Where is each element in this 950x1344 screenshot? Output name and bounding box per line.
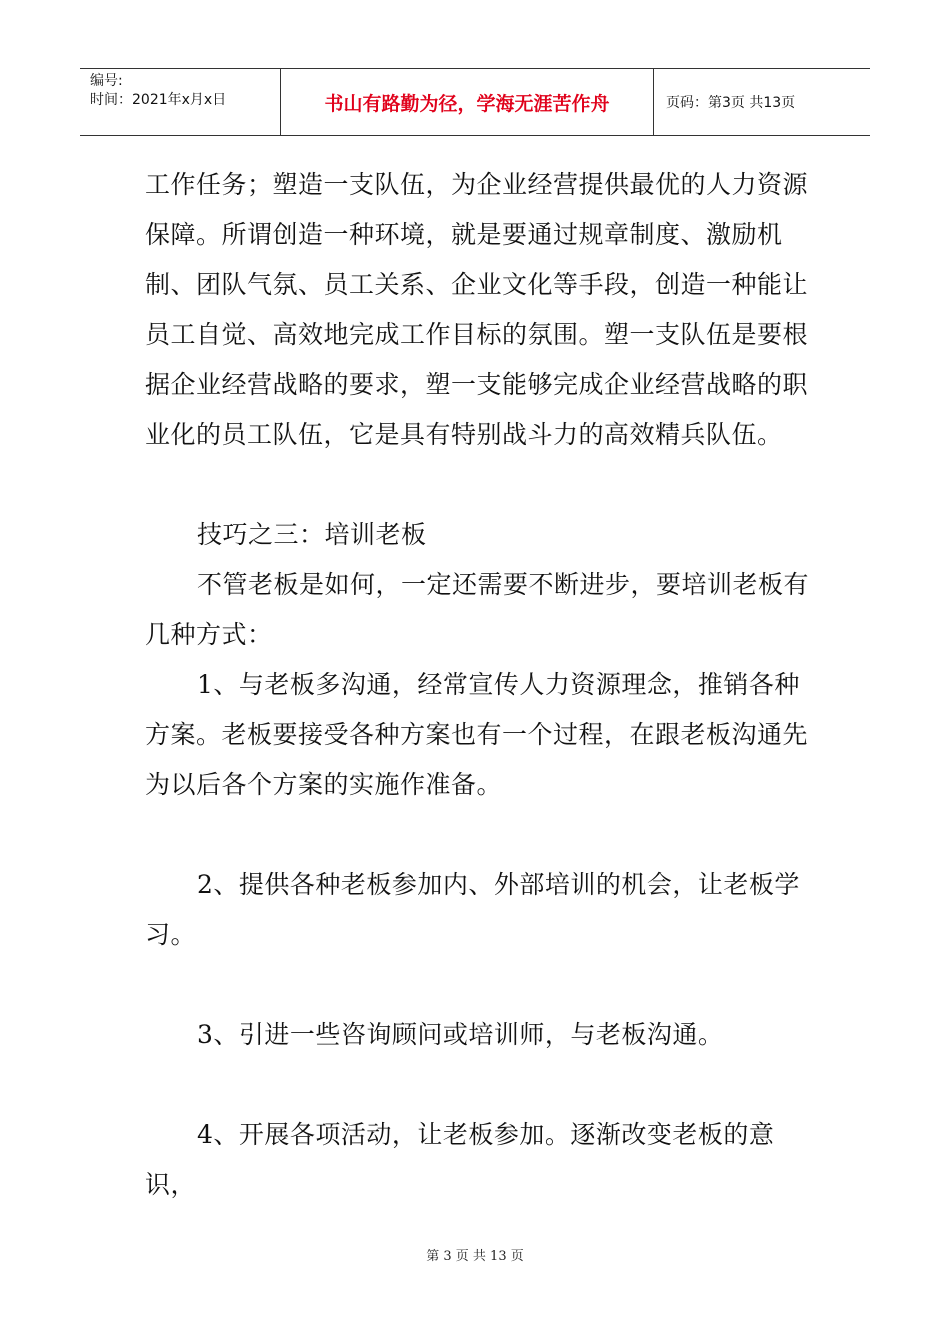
header-meta bbox=[80, 69, 281, 135]
body-paragraph-2: 不管老板是如何，一定还需要不断进步，要培训老板有几种方式： bbox=[145, 570, 810, 649]
list-item-4: 4、开展各项活动，让老板参加。逐渐改变老板的意识， bbox=[145, 1120, 775, 1199]
document-number-label: 编号: bbox=[90, 73, 123, 89]
header-page-info: 页码：第3页 共13页 bbox=[666, 95, 796, 111]
list-item-3: 3、引进一些咨询顾问或培训师，与老板沟通。 bbox=[197, 1020, 724, 1049]
document-time-label: 时间：2021年x月x日 bbox=[90, 92, 227, 108]
page-footer: 第 3 页 共 13 页 bbox=[426, 1249, 524, 1264]
section-heading-tip-3: 技巧之三：培训老板 bbox=[197, 520, 427, 549]
document-body bbox=[145, 160, 811, 1210]
list-item-1: 1、与老板多沟通，经常宣传人力资源理念，推销各种方案。老板要接受各种方案也有一个过程，在跟老板沟通先为以后各个方案的实施作准备。 bbox=[145, 670, 809, 799]
body-paragraph-1: 工作任务；塑造一支队伍，为企业经营提供最优的人力资源保障。所谓创造一种环境，就是要通过规章制度、激励机制、团队气氛、员工关系、企业文化等手段，创造一种能让员工自觉、高效地完成工作目标的氛围。塑一支队伍是要根据企业经营战略的要求，塑一支能够完成企业经营战略的职业化的员工队伍，它是具有特别战斗力的高效精兵队伍。 bbox=[145, 170, 809, 449]
list-item-2: 2、提供各种老板参加内、外部培训的机会，让老板学习。 bbox=[145, 870, 800, 949]
header-motto: 书山有路勤为径，学海无涯苦作舟 bbox=[281, 69, 654, 135]
page-header bbox=[80, 68, 870, 136]
